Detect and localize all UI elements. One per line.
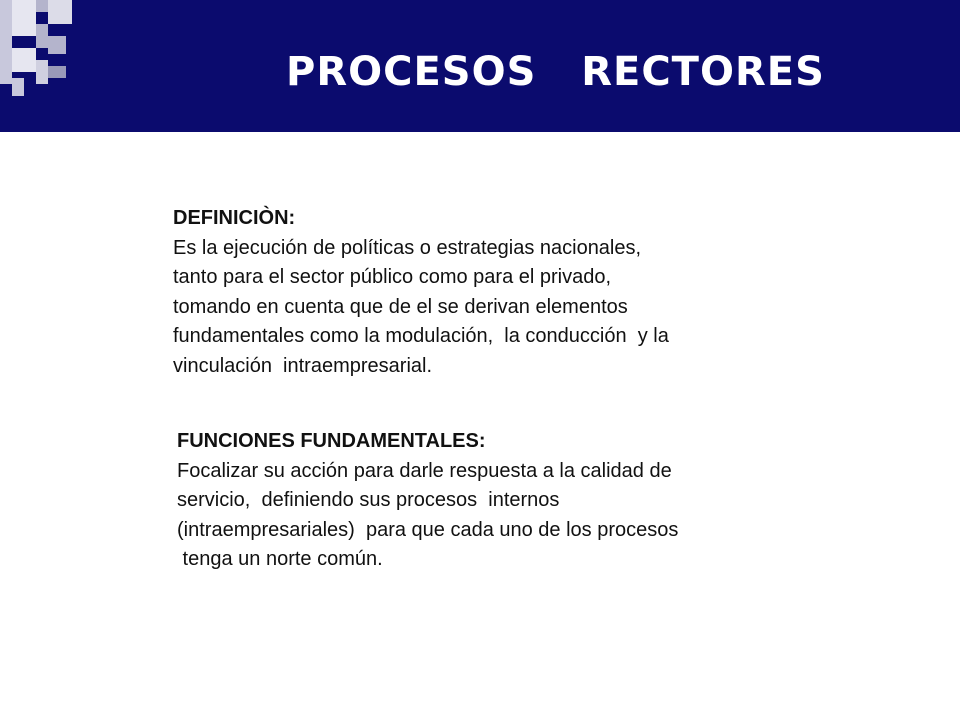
functions-line: Focalizar su acción para darle respuesta a la calidad de (177, 459, 672, 482)
definition-line: tomando en cuenta que de el se derivan elementos (173, 295, 628, 318)
definition-heading: DEFINICIÒN: (173, 207, 296, 229)
decoration-square (36, 24, 48, 48)
decoration-square (36, 0, 48, 12)
slide-title: PROCESOS RECTORES (286, 49, 825, 95)
decoration-square (12, 0, 36, 36)
title-banner (0, 0, 960, 132)
definition-line: vinculación intraempresarial. (173, 354, 433, 377)
decoration-square (48, 0, 72, 24)
functions-line: (intraempresariales) para que cada uno de los procesos (177, 518, 679, 541)
decoration-square (12, 48, 36, 72)
decoration-square (48, 36, 66, 54)
decoration-square (0, 48, 12, 84)
decoration-square (0, 0, 12, 48)
decoration-square (12, 78, 24, 96)
decoration-square (48, 66, 66, 78)
definition-block (173, 204, 669, 381)
decoration-square (36, 60, 48, 84)
functions-line: servicio, definiendo sus procesos internos (177, 489, 560, 511)
definition-line: tanto para el sector público como para el privado, (173, 266, 612, 288)
functions-line: tenga un norte común. (177, 548, 383, 570)
definition-line: Es la ejecución de políticas o estrategias nacionales, (173, 236, 642, 259)
functions-heading: FUNCIONES FUNDAMENTALES: (177, 430, 486, 452)
definition-line: fundamentales como la modulación, la conducción y la (173, 325, 669, 347)
functions-block (177, 427, 678, 575)
